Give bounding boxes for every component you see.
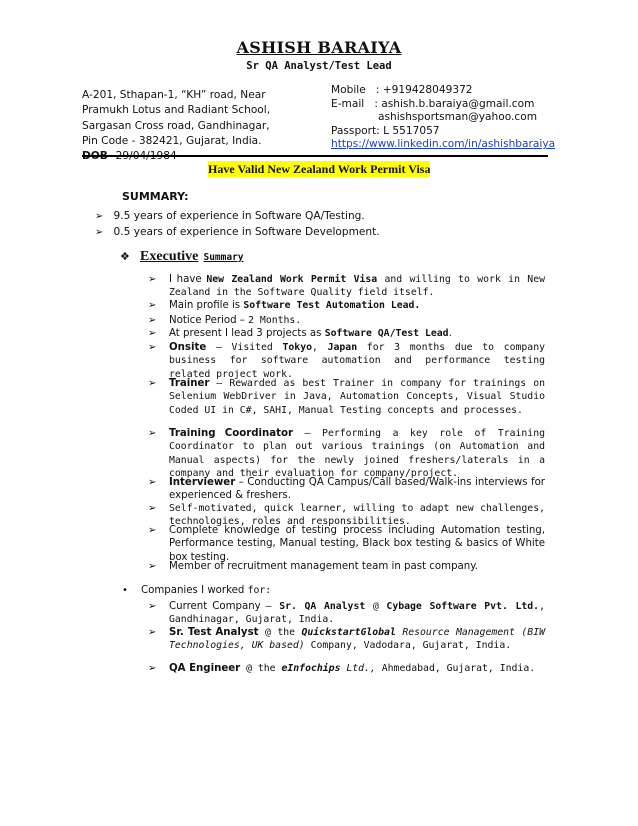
address-block xyxy=(82,88,270,164)
exec-item: Member of recruitment management team in past company. xyxy=(169,561,479,572)
job-title: Sr QA Analyst/Test Lead xyxy=(246,60,392,72)
arrow-bullet-icon: ➢ xyxy=(148,601,157,612)
exec-item: Self-motivated, quick learner, willing to adapt new challenges, technologies, roles and responsibilities. xyxy=(169,503,545,528)
arrow-bullet-icon: ➢ xyxy=(148,428,157,439)
linkedin-link[interactable]: https://www.linkedin.com/in/ashishbaraiya xyxy=(331,138,556,151)
mobile: Mobile : +919428049372 xyxy=(331,84,473,96)
exec-item: Main profile is Software Test Automation Lead. xyxy=(169,300,421,311)
executive-summary-heading xyxy=(120,245,244,265)
company-item: Sr. Test Analyst @ the QuickstartGlobal Resource Management (BIW Technologies, UK based) Company, Vadodara, Gujarat, India. xyxy=(169,627,545,652)
exec-item: Training Coordinator – Performing a key role of Training Coordinator to plan out various trainings (on Automation and Manual aspects) for the newly joined freshers/laterals in a company and their evaluation for company/project. xyxy=(169,428,546,480)
exec-item: Onsite – Visited Tokyo, Japan for 3 months due to company business for software automation and performance testing related project work. xyxy=(169,342,546,380)
arrow-bullet-icon: ➢ xyxy=(148,477,157,488)
company-item: QA Engineer @ the eInfochips Ltd., Ahmedabad, Gujarat, India. xyxy=(169,663,536,674)
companies-heading: Companies I worked for: xyxy=(141,585,272,596)
header-divider xyxy=(82,155,548,157)
address-line: Sargasan Cross road, Gandhinagar, xyxy=(82,119,270,132)
address-line: Pramukh Lotus and Radiant School, xyxy=(82,104,271,117)
arrow-bullet-icon: ➢ xyxy=(148,525,157,536)
visa-banner: Have Valid New Zealand Work Permit Visa xyxy=(208,162,431,176)
arrow-bullet-icon: ➢ xyxy=(148,503,157,514)
arrow-bullet-icon: ➢ xyxy=(148,315,157,326)
exec-title-2: Summary xyxy=(203,252,244,263)
arrow-bullet-icon: ➢ xyxy=(148,627,157,638)
exec-item: Trainer – Rewarded as best Trainer in company for trainings on Selenium WebDriver in Java, Automation Concepts, Visual Studio Coded UI in C#, SAHI, Manual Testing concepts and processes. xyxy=(169,378,545,416)
address-line: A-201, Sthapan-1, “KH” road, Near xyxy=(82,89,266,101)
passport: Passport: L 5517057 xyxy=(331,124,440,137)
company-item: Current Company – Sr. QA Analyst @ Cybage Software Pvt. Ltd., Gandhinagar, Gujarat, India. xyxy=(169,601,545,626)
exec-item: Notice Period – 2 Months. xyxy=(169,315,302,326)
arrow-bullet-icon: ➢ xyxy=(148,300,157,311)
summary-item xyxy=(95,226,380,238)
arrow-bullet-icon: ➢ xyxy=(148,378,157,389)
exec-item: Complete knowledge of testing process including Automation testing, Performance testing, Manual testing, Black box testing & basics of White box testing. xyxy=(169,525,545,563)
summary-item-text: 9.5 years of experience in Software QA/Testing. xyxy=(113,210,365,222)
summary-heading: SUMMARY: xyxy=(122,190,189,203)
arrow-bullet-icon: ➢ xyxy=(148,342,157,353)
arrow-bullet-icon: ➢ xyxy=(148,328,157,339)
summary-item-text: 0.5 years of experience in Software Development. xyxy=(113,226,380,238)
address-line: Pin Code - 382421, Gujarat, India. xyxy=(82,134,262,147)
email-primary: E-mail : ashish.b.baraiya@gmail.com xyxy=(331,97,535,110)
summary-item xyxy=(95,210,365,222)
arrow-bullet-icon: ➢ xyxy=(95,227,104,238)
candidate-name: ASHISH BARAIYA xyxy=(236,38,402,57)
exec-item: Interviewer – Conducting QA Campus/Call based/Walk-ins interviews for experienced & freshers. xyxy=(169,477,545,502)
arrow-bullet-icon: ➢ xyxy=(148,274,157,285)
email-secondary: ashishsportsman@yahoo.com xyxy=(378,111,538,124)
diamond-bullet-icon: ❖ xyxy=(120,250,130,263)
contact-block xyxy=(331,84,555,152)
arrow-bullet-icon: ➢ xyxy=(95,211,104,222)
arrow-bullet-icon: ➢ xyxy=(148,561,157,572)
round-bullet-icon: • xyxy=(122,585,128,596)
exec-item: I have New Zealand Work Permit Visa and willing to work in New Zealand in the Software Quality field itself. xyxy=(169,274,545,299)
exec-item: At present I lead 3 projects as Software QA/Test Lead. xyxy=(169,328,452,339)
arrow-bullet-icon: ➢ xyxy=(148,663,157,674)
exec-title: Executive xyxy=(140,249,199,264)
